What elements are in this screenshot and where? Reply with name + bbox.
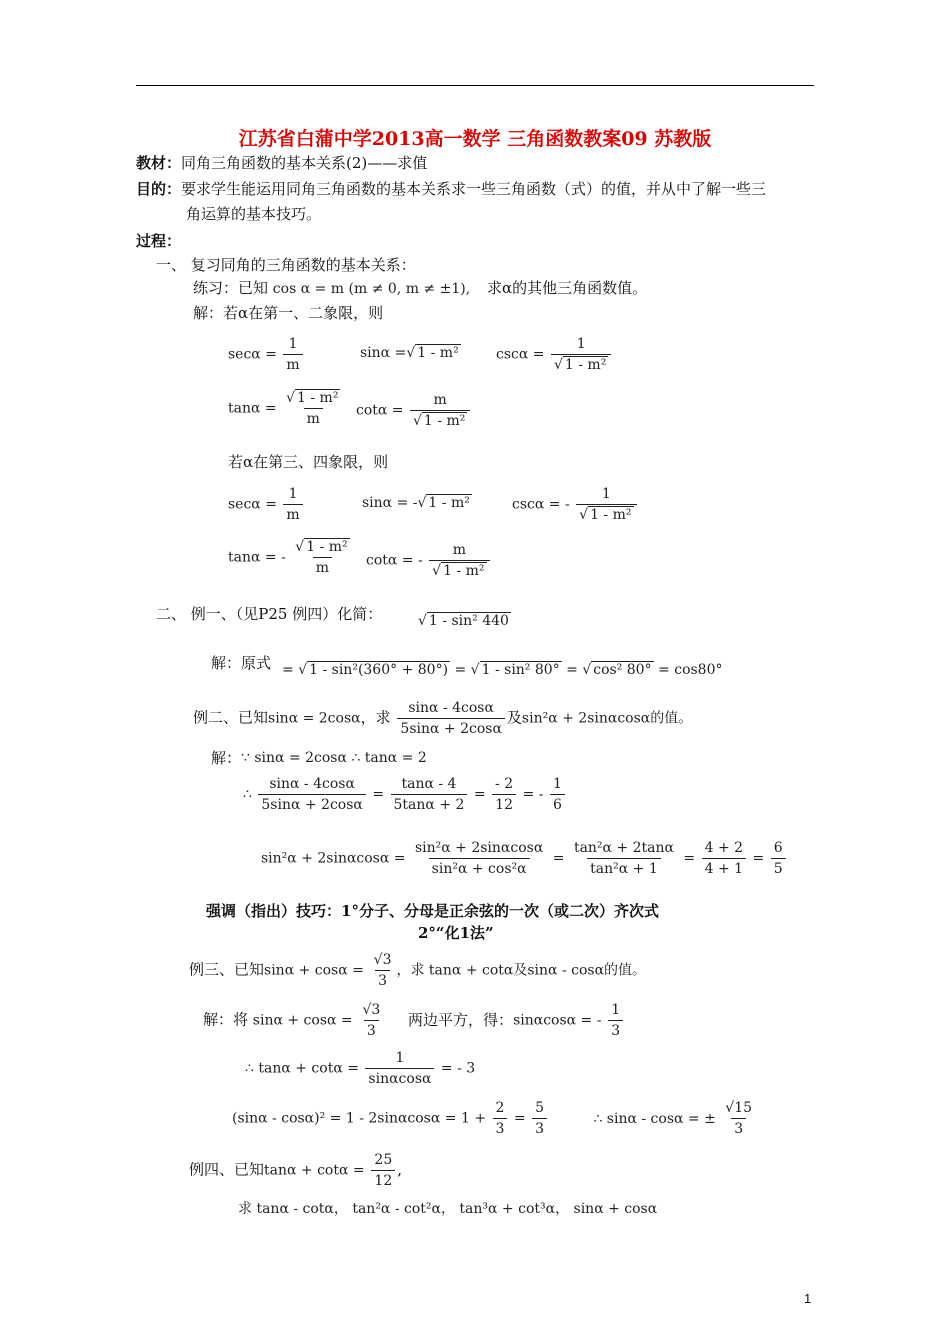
q12-csc-den [551,354,611,373]
ex3-l3-d1: 3 [493,1118,508,1137]
line3-f2-den: tan²α + 1 [587,858,661,877]
material-text: 同角三角函数的基本关系(2)——求值 [181,154,428,172]
q34-tan-lhs: tanα = - [228,549,286,566]
example-4-cond: tanα + cotα = [264,1162,365,1179]
q12-sec-num: 1 [288,336,298,352]
q12-csc-lhs: cscα = [496,346,545,363]
example-3-pre: 例三、已知 [189,960,265,979]
line3-f1-num: sin²α + 2sinαcosα [414,840,544,856]
line3-frac-4 [771,840,786,877]
example-1-solution-chain: = √ 1 - sin²(360° + 80°) = √ 1 - sin² 80° = √ cos² 80° = cos80° [282,662,723,678]
line3-f1-den: sin²α + cos²α [429,858,530,877]
example-2-solution-line-1: ∵ sinα = 2cosα ∴ tanα = 2 [241,750,427,766]
example-3-num: √3 [373,952,392,968]
purpose-label: 目的： [136,180,182,198]
line2-frac-2 [391,776,468,813]
line2-frac-1 [258,776,366,813]
example-3-post: ，求 tanα + cotα及sinα - cosα的值。 [396,962,647,979]
q12-sec-fraction [283,336,302,373]
example-4-num: 25 [374,1152,393,1168]
example-2-pre: 例二、已知 [193,708,269,727]
line2-f4-den: 6 [550,794,565,813]
q34-csc-fraction [576,486,636,523]
example-2-solution-line-2: ∴ $\frac{\sin\alpha - 4\cos\alpha}{5\sin\alpha + 2\cos\alpha}$ = $\frac{\tan\alpha - 4}{5\tan\alpha + 2}$ = $\frac{- 2}{12}$ = - $\frac{1}{6}$ [243,776,567,813]
solution-q12-intro: 解：若α在第一、二象限，则 [193,304,384,322]
ex3-l3-rn: √15 [725,1100,753,1116]
radical-icon [554,357,563,373]
line2-f2-num: tanα - 4 [401,776,457,792]
q12-sec-den: m [283,354,302,373]
line3-f4-den: 5 [771,858,786,877]
example-3-line [189,952,646,989]
example-1-expression [418,613,511,629]
purpose-text-1: 要求学生能运用同角三角函数的基本关系求一些三角函数（式）的值，并从中了解一些三 [181,180,767,198]
example-3-solution-line-1 [203,1002,625,1039]
q34-sin-radicand: 1 - m² [428,495,470,511]
q12-sin-lhs: sinα = [360,345,407,361]
exercise-pre: 练习：已知 [193,279,269,297]
process-label: 过程： [136,232,182,250]
q34-tan-radicand: 1 - m² [306,539,348,555]
example-4-line [189,1152,402,1189]
q34-tan-fraction [292,539,352,576]
example-3-solution-fraction [359,1002,383,1039]
radical-icon [413,413,422,429]
purpose-text-2: 角运算的基本技巧。 [186,205,322,223]
radical-icon [582,662,591,678]
radical-icon [579,507,588,523]
example-1-solution-label: 解：原式 [211,654,272,672]
line2-f3-den: 12 [492,794,516,813]
q34-tan [228,539,355,576]
line3-f3-num: 4 + 2 [704,840,744,856]
example-3-solution-line-2 [245,1050,475,1087]
q12-csc [496,336,613,373]
line3-frac-1 [412,840,546,877]
ex3-l3-lead: (sinα - cosα)² = 1 - 2sinαcosα = 1 + [232,1110,487,1127]
q12-tan [228,390,345,427]
example-3-fraction [371,952,395,989]
example-2-num: sinα - 4cosα [408,700,494,716]
ex3-l2-den: sinαcosα [365,1068,434,1087]
q12-cot-radicand: 1 - m² [423,413,466,429]
example-3-solution-num: √3 [362,1002,381,1018]
q12-tan-fraction [283,390,343,427]
example-2-expr: sin²α + 2sinαcosα的值。 [521,710,693,727]
q34-csc-radicand: 1 - m² [590,507,632,523]
chain-result: = cos80° [658,662,723,678]
q34-sin [362,495,472,511]
example-2-line [193,700,692,737]
line3-frac-3 [702,840,746,877]
example-3-solution-mid: 两边平方，得： [408,1010,514,1029]
example-2-solution-line-3: sin²α + 2sinαcosα = $\frac{\text{sin²α + 2sinαcosα}}{\text{sin²α + cos²α}}$ = $\frac{\text{tan²α + 2tanα}}{\text{tan²α + 1}}$ = $\frac{4 + 2}{4 + 1}$ = $\frac{6}{5}$ [261,840,788,877]
chain-step-1: 1 - sin²(360° + 80°) [309,662,449,678]
example-4-ask: 求 tanα - cotα， tan²α - cot²α， tan³α + cot³α， sinα + cosα [238,1201,658,1217]
ex3-l2-end: = - 3 [440,1060,476,1077]
example-4-den: 12 [371,1170,395,1189]
q12-csc-fraction [551,336,611,373]
q12-cot-num: m [433,392,447,408]
line2-frac-3 [492,776,516,813]
q12-sec-lhs: secα = [228,346,277,363]
example-3-solution-den: 3 [364,1020,379,1039]
exercise-post: 求α的其他三角函数值。 [486,279,648,297]
ex3-l3-frac-3 [722,1100,755,1137]
example-2-den: 5sinα + 2cosα [397,718,505,737]
q12-cot [356,392,472,429]
ex3-l3-frac-2 [532,1100,547,1137]
q34-sec-num: 1 [288,486,298,502]
ex3-l2-lead: ∴ tanα + cotα = [245,1060,359,1077]
ex3-l3-d2: 3 [532,1118,547,1137]
example-3-solution-result-fraction [608,1002,623,1039]
example-4-pre: 例四、已知 [189,1160,265,1179]
page-title: 江苏省白蒲中学2013高一数学 三角函数教案09 苏教版 [238,128,712,150]
radical-icon [432,563,441,579]
line2-lead: ∴ [243,786,252,803]
ex3-l2-fraction [365,1050,434,1087]
radical-icon [295,539,304,555]
ex3-l3-frac-1 [493,1100,508,1137]
line2-f2-den: 5tanα + 2 [391,794,468,813]
material-line [136,152,427,173]
example-3-cond: sinα + cosα = [264,962,364,979]
section-1-heading: 一、 复习同角的三角函数的基本关系： [156,256,416,274]
line2-f4-num: 1 [552,776,562,792]
example-3-den: 3 [375,970,390,989]
ex3-l3-result: ∴ sinα - cosα = ± [593,1110,716,1127]
example-3-solution-line-3: (sinα - cosα)² = 1 - 2sinαcosα = 1 + $\frac{2}{3}$ = $\frac{5}{3}$ ∴ sinα - cosα = ± $\frac{√15}{3}$ [232,1100,757,1137]
example-2-solution-label: 解： [211,749,242,767]
q12-csc-num: 1 [576,336,586,352]
ex3-l3-n2: 5 [535,1100,544,1116]
q34-cot-den [429,560,489,579]
line2-frac-4 [550,776,565,813]
q12-tan-den: m [304,408,323,427]
line2-f1-num: sinα - 4cosα [269,776,355,792]
example-3-solution-cond: sinα + cosα = [252,1012,353,1029]
line3-frac-2 [571,840,677,877]
q12-csc-radicand: 1 - m² [564,357,607,373]
q12-tan-radicand: 1 - m² [297,390,339,406]
chain-step-3: cos² 80° [593,662,652,678]
q34-cot-lhs: cotα = - [366,552,423,569]
chain-step-2: 1 - sin² 80° [481,662,560,678]
q34-tan-num [292,539,352,557]
q34-csc-den [576,504,636,523]
example-2-cond: sinα = 2cosα [268,710,361,727]
emphasis-line-2: 2°“化1法” [418,924,494,942]
q34-sec-fraction [283,486,302,523]
exercise-condition: cos α = m (m ≠ 0, m ≠ ±1), [272,281,471,297]
line3-f2-num: tan²α + 2tanα [573,840,674,856]
section-2-heading: 二、 例一、（见P25 例四）化简： [156,605,383,623]
page-number: 1 [804,1291,812,1306]
q12-cot-den [410,410,470,429]
q34-cot-radicand: 1 - m² [443,563,485,579]
q34-sec-lhs: secα = [228,496,277,513]
top-rule [136,85,814,86]
q12-cot-fraction [410,392,470,429]
example-4-comma: , [397,1160,403,1179]
example-3-result-den: 3 [608,1020,623,1039]
example-3-solution-label: 解：将 [203,1010,249,1029]
q12-sec [228,336,305,373]
example-3-solution-result: sinαcosα = - [513,1012,602,1029]
exercise-line [193,277,647,298]
q34-csc [512,486,639,523]
q12-cot-lhs: cotα = [356,402,404,419]
q34-cot-num: m [452,542,466,558]
q12-tan-num [283,390,343,408]
q34-cot [366,542,492,579]
material-label: 教材： [136,154,182,172]
solution-q34-intro: 若α在第三、四象限，则 [228,453,389,471]
q34-sec [228,486,305,523]
line2-f3-num: - 2 [495,776,514,792]
example-1-radicand: 1 - sin² 440 [428,613,509,629]
ex3-l3-n1: 2 [495,1100,505,1116]
radical-icon [471,662,480,678]
q12-tan-lhs: tanα = [228,400,277,417]
q12-sin [360,345,461,361]
example-3-result-num: 1 [611,1002,621,1018]
line3-f4-num: 6 [773,840,783,856]
q34-sin-lhs: sinα = - [362,495,418,511]
radical-icon [298,662,307,678]
emphasis-line-1: 强调（指出）技巧：1°分子、分母是正余弦的一次（或二次）齐次式 [206,902,659,920]
line3-f3-den: 4 + 1 [702,858,746,877]
line3-lead: sin²α + 2sinαcosα = [261,850,406,867]
example-4-fraction [371,1152,395,1189]
line2-neg: = - [522,786,544,803]
q34-sec-den: m [283,504,302,523]
q34-cot-fraction [429,542,489,579]
purpose-line-1 [136,178,766,199]
example-2-fraction [397,700,505,737]
ex3-l2-num: 1 [395,1050,405,1066]
example-2-and: 及 [506,708,522,727]
radical-icon [406,345,415,361]
q34-tan-den: m [313,557,332,576]
q12-sin-radicand: 1 - m² [417,345,459,361]
example-2-mid: ，求 [360,708,391,727]
radical-icon [418,613,427,629]
radical-icon [286,390,295,406]
q34-csc-lhs: cscα = - [512,496,570,513]
q34-csc-num: 1 [601,486,611,502]
ex3-l3-rd: 3 [731,1118,746,1137]
line2-f1-den: 5sinα + 2cosα [258,794,366,813]
